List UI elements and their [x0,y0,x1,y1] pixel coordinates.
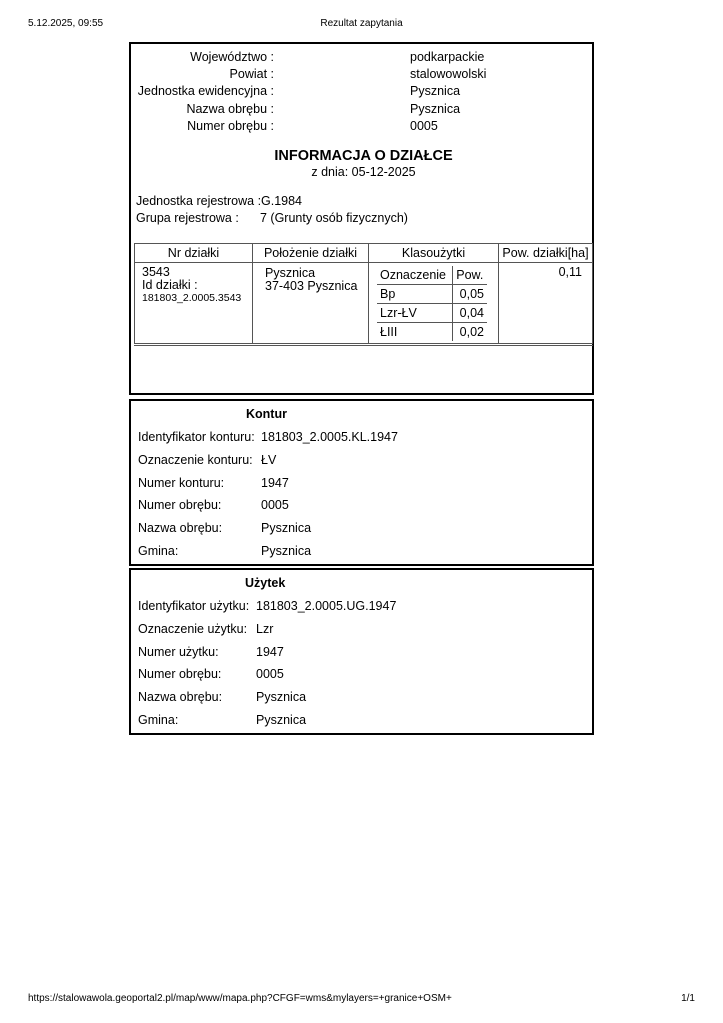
land-class-code: ŁIII [380,325,398,339]
precinct-name-value: Pysznica [410,102,461,116]
uzytek-commune-value: Pysznica [256,713,307,727]
uzytek-precinct-number-value: 0005 [256,667,284,681]
uzytek-code-value: Lzr [256,622,274,636]
land-classes-table [377,266,487,341]
parcel-location-cell [253,263,369,345]
land-class-area-header: Pow. [452,266,487,285]
parcel-id-label: Id działki : [142,278,198,292]
precinct-name-label: Nazwa obrębu : [186,102,274,116]
print-datetime: 5.12.2025, 09:55 [28,18,104,29]
land-class-row [377,323,487,342]
land-class-row [377,285,487,304]
kontur-section [129,399,594,566]
kontur-code-label: Oznaczenie konturu: [138,453,253,467]
uzytek-code-label: Oznaczenie użytku: [138,622,248,636]
print-url[interactable]: https://stalowawola.geoportal2.pl/map/www/mapa.php?CFGF=wms&mylayers=+granice+OSM+ [28,993,452,1004]
kontur-precinct-name-label: Nazwa obrębu: [138,521,223,535]
registry-group-label: Grupa rejestrowa : [136,211,239,225]
kontur-commune-value: Pysznica [261,544,312,558]
registry-unit-label: Jednostka rejestrowa : [136,194,262,208]
kontur-number-value: 1947 [261,476,289,490]
county-label: Powiat : [229,67,274,81]
header-parcel-area: Pow. działki[ha] [499,244,593,263]
kontur-commune-label: Gmina: [138,544,179,558]
parcel-row [135,263,593,345]
land-classes-header [377,266,487,285]
uzytek-precinct-number-label: Numer obrębu: [138,667,222,681]
uzytek-precinct-name-value: Pysznica [256,690,307,704]
uzytek-number-value: 1947 [256,645,284,659]
land-classes-cell [369,263,499,345]
kontur-code-value: ŁV [261,453,277,467]
parcel-table [134,243,593,346]
parcel-number: 3543 [142,265,170,279]
parcel-number-cell [135,263,253,345]
uzytek-precinct-name-label: Nazwa obrębu: [138,690,223,704]
registry-unit-value: G.1984 [261,194,303,208]
land-class-area: 0,04 [452,304,487,323]
kontur-id-label: Identyfikator konturu: [138,430,255,444]
land-class-code: Lzr-ŁV [377,304,452,323]
land-class-area: 0,02 [452,323,487,342]
voivodeship-value: podkarpackie [410,50,485,64]
land-class-area: 0,05 [452,285,487,304]
land-class-row [377,304,487,323]
parcel-area: 0,11 [558,265,582,279]
uzytek-section [129,568,594,735]
land-class-code-header: Oznaczenie [377,266,452,285]
document-title: INFORMACJA O DZIAŁCE [274,148,453,164]
uzytek-number-label: Numer użytku: [138,645,219,659]
kontur-id-value: 181803_2.0005.KL.1947 [261,430,398,444]
registry-group-value: 7 (Grunty osób fizycznych) [260,211,408,225]
parcel-area-cell [499,263,593,345]
header-land-classes: Klasoużytki [369,244,499,263]
print-page-number: 1/1 [681,993,695,1004]
kontur-precinct-number-label: Numer obrębu: [138,498,222,512]
parcel-info-box [129,42,594,395]
uzytek-id-value: 181803_2.0005.UG.1947 [256,599,397,613]
document-date: z dnia: 05-12-2025 [311,165,416,179]
uzytek-id-label: Identyfikator użytku: [138,599,250,613]
voivodeship-label: Województwo : [190,50,274,64]
land-class-code: Bp [377,285,452,304]
parcel-id-value: 181803_2.0005.3543 [142,292,242,304]
county-value: stalowowolski [410,67,487,81]
precinct-number-label: Numer obrębu : [187,119,274,133]
parcel-location-line2: 37-403 Pysznica [265,279,358,293]
parcel-table-header [135,244,593,263]
precinct-number-value: 0005 [410,119,438,133]
unit-value: Pysznica [410,84,461,98]
kontur-number-label: Numer konturu: [138,476,225,490]
uzytek-title: Użytek [245,576,286,590]
print-page-title: Rezultat zapytania [320,18,403,29]
kontur-precinct-name-value: Pysznica [261,521,312,535]
unit-label: Jednostka ewidencyjna : [137,84,274,98]
uzytek-commune-label: Gmina: [138,713,179,727]
header-parcel-number: Nr działki [135,244,253,263]
kontur-title: Kontur [246,407,287,421]
header-parcel-location: Położenie działki [253,244,369,263]
kontur-precinct-number-value: 0005 [261,498,289,512]
parcel-location-line1: Pysznica [265,266,316,280]
